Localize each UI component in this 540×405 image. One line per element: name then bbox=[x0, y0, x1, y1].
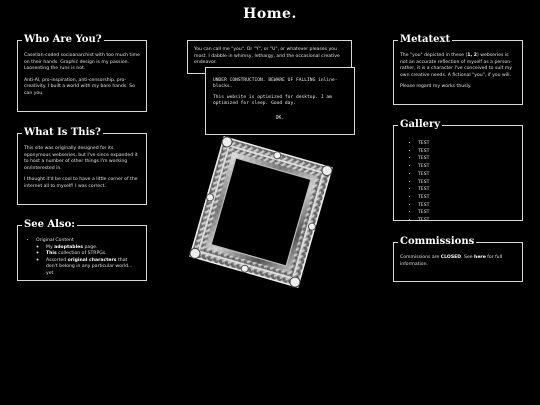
metatext-panel bbox=[393, 34, 523, 105]
gallery-item[interactable]: • TEST bbox=[418, 163, 516, 171]
gallery-item[interactable]: • TEST bbox=[418, 202, 516, 210]
comm-text: Commissions are bbox=[400, 255, 441, 260]
meta-text: The "you" depicted in these ( bbox=[400, 53, 468, 58]
what-is-this-heading: What Is This? bbox=[24, 127, 101, 138]
who-are-you-heading: Who Are You? bbox=[24, 34, 102, 45]
strpgs-link[interactable]: This bbox=[46, 251, 57, 257]
frame-icon bbox=[188, 134, 335, 289]
commissions-panel bbox=[393, 236, 523, 282]
popup-warning: UNDER CONSTRUCTION. BEWARE OF FALLING inline-blocks. bbox=[213, 78, 338, 90]
commissions-status: CLOSED bbox=[440, 255, 462, 260]
see-also-panel bbox=[17, 219, 147, 281]
see-also-heading: See Also: bbox=[24, 219, 75, 230]
metatext-heading: Metatext bbox=[400, 34, 451, 45]
metatext-paragraph-2: Please regard my works thusly. bbox=[400, 84, 472, 90]
gallery-panel bbox=[393, 119, 523, 224]
who-are-you-panel bbox=[17, 34, 147, 112]
gallery-item[interactable]: • TEST bbox=[418, 171, 516, 179]
what-paragraph-2: I thought it'd be cool to have a little corner of the internet all to myself! I was correct. bbox=[24, 177, 138, 189]
commissions-info-link[interactable]: here bbox=[474, 255, 486, 260]
gallery-item[interactable]: • TEST bbox=[418, 186, 516, 194]
gallery-item[interactable]: • TEST bbox=[418, 194, 516, 202]
construction-popup bbox=[205, 67, 355, 135]
gallery-item[interactable]: • TEST bbox=[418, 179, 516, 187]
center-intro-text: You can call me "you". Or "Y", or "U", or whatever pleases you most. I dabble in whimsy, lethargy, and the occasional creative endeavor. bbox=[194, 47, 340, 66]
meta-text: ) webseries is not an accurate reflection of myself as a person-rather, it is a character I've conceived to suit my own creative needs. A fictional "you", if you will. bbox=[400, 53, 512, 78]
original-characters-link[interactable]: original characters bbox=[67, 257, 117, 263]
commissions-heading: Commissions bbox=[400, 236, 475, 247]
sub-text: collection of STRPGs. bbox=[56, 251, 107, 257]
popup-note: This website is optimized for desktop. I am optimized for sleep. Good day. bbox=[213, 94, 332, 107]
popup-ok-button[interactable]: OK. bbox=[275, 115, 285, 121]
see-also-item-label: Original Content bbox=[36, 238, 74, 243]
page-title: Home. bbox=[243, 6, 297, 22]
gallery-item[interactable]: • TEST bbox=[418, 140, 516, 148]
commissions-text bbox=[400, 255, 516, 268]
what-paragraph-1: This site was originally designed for its eponymous webseries, but I've since expanded it to host a number of other things I'm working on/interested in. bbox=[24, 146, 138, 171]
who-paragraph-1: Casellan-coded socioanarchist with too much time on their hands. Graphic design is my passion. Loosenting the runs is not. bbox=[24, 53, 140, 72]
gallery-list bbox=[400, 140, 516, 225]
what-is-this-panel bbox=[17, 127, 147, 205]
gallery-item[interactable]: • TEST bbox=[418, 209, 516, 217]
see-also-list bbox=[24, 238, 140, 278]
gallery-item[interactable]: • TEST bbox=[418, 217, 516, 225]
adoptables-link[interactable]: adoptables bbox=[54, 244, 83, 250]
gallery-item[interactable]: • TEST bbox=[418, 148, 516, 156]
comm-text: . See bbox=[461, 255, 475, 260]
sub-text: page. bbox=[83, 244, 98, 250]
who-paragraph-2: Anti-AI, pro-inspiration, anti-censorship, pro-creativity. I built a world with my bare hands. So can you. bbox=[24, 77, 135, 96]
sub-text: Assorted bbox=[46, 257, 68, 263]
see-also-subitem-strpgs bbox=[46, 251, 140, 258]
see-also-subitem-characters bbox=[46, 258, 140, 278]
metatext-paragraph-1 bbox=[400, 53, 516, 79]
comm-text: for full information. bbox=[400, 255, 503, 267]
gallery-item[interactable]: • TEST bbox=[418, 155, 516, 163]
see-also-item bbox=[36, 238, 140, 278]
gallery-heading: Gallery bbox=[400, 119, 441, 130]
sub-text: My bbox=[46, 244, 55, 250]
webseries-links[interactable]: 1, 2 bbox=[467, 53, 478, 58]
sub-text: that don't belong in any particular world... yet. bbox=[46, 257, 133, 276]
ornate-frame-image bbox=[188, 134, 335, 289]
